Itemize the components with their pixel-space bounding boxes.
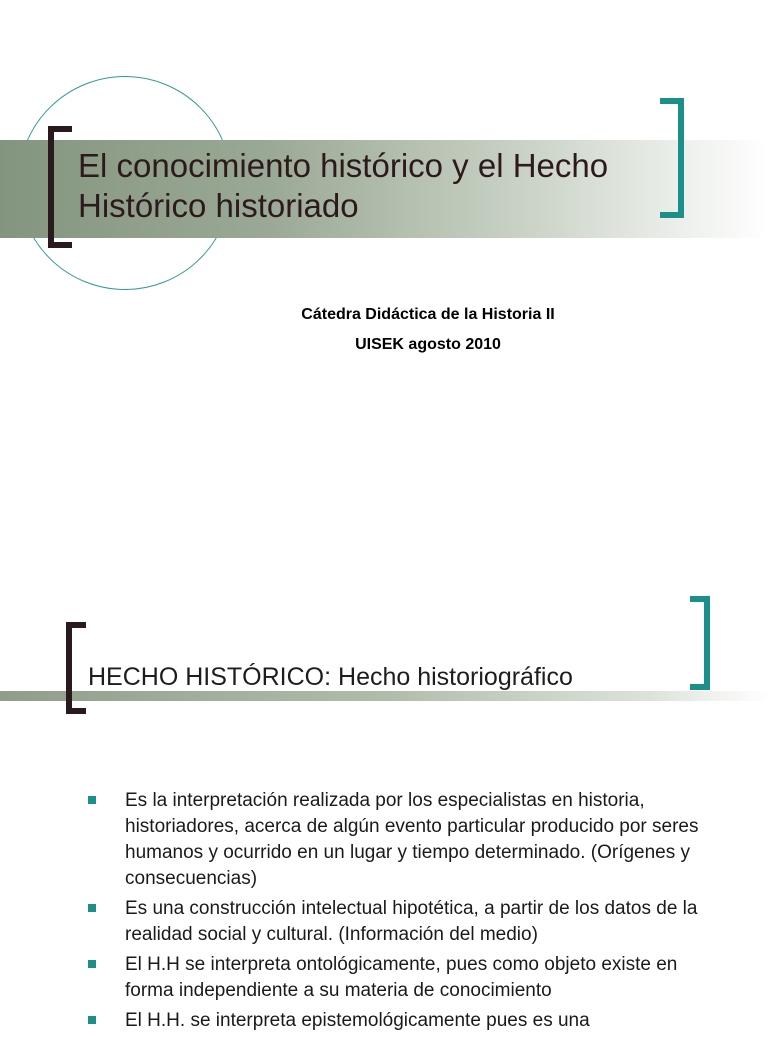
subtitle-line-1: Cátedra Didáctica de la Historia II (301, 306, 555, 323)
bullet-list (88, 788, 728, 1038)
title-underline-band (0, 691, 768, 701)
bullet-text: Es una construcción intelectual hipotética, a partir de los datos de la realidad social y cultural. (Información del medio) (125, 898, 698, 945)
list-item (88, 896, 728, 948)
list-item (88, 788, 728, 892)
right-bracket-icon (660, 98, 684, 218)
bullet-square-icon (88, 796, 96, 804)
slide-content (0, 560, 768, 1031)
bullet-text: El H.H se interpreta ontológicamente, pues como objeto existe en forma independiente a su materia de conocimiento (125, 954, 678, 1001)
right-bracket-icon (690, 596, 710, 690)
list-item (88, 1008, 728, 1034)
bullet-square-icon (88, 1016, 96, 1024)
subtitle-line-2: UISEK agosto 2010 (355, 336, 501, 353)
left-bracket-icon (66, 622, 86, 714)
slide-title-text: El conocimiento histórico y el Hecho Histórico historiado (78, 147, 609, 224)
left-bracket-icon (48, 126, 72, 248)
bullet-square-icon (88, 904, 96, 912)
bullet-text: Es la interpretación realizada por los especialistas en historia, historiadores, acerca de algún evento particular producido por seres humanos y ocurrido en un lugar y tiempo determinado. (Orígenes y consecuencias) (125, 790, 699, 889)
bullet-text: El H.H. se interpreta epistemológicamente pues es una (125, 1010, 590, 1031)
bullet-square-icon (88, 960, 96, 968)
list-item (88, 952, 728, 1004)
section-title: HECHO HISTÓRICO: Hecho historiográfico (88, 663, 573, 691)
